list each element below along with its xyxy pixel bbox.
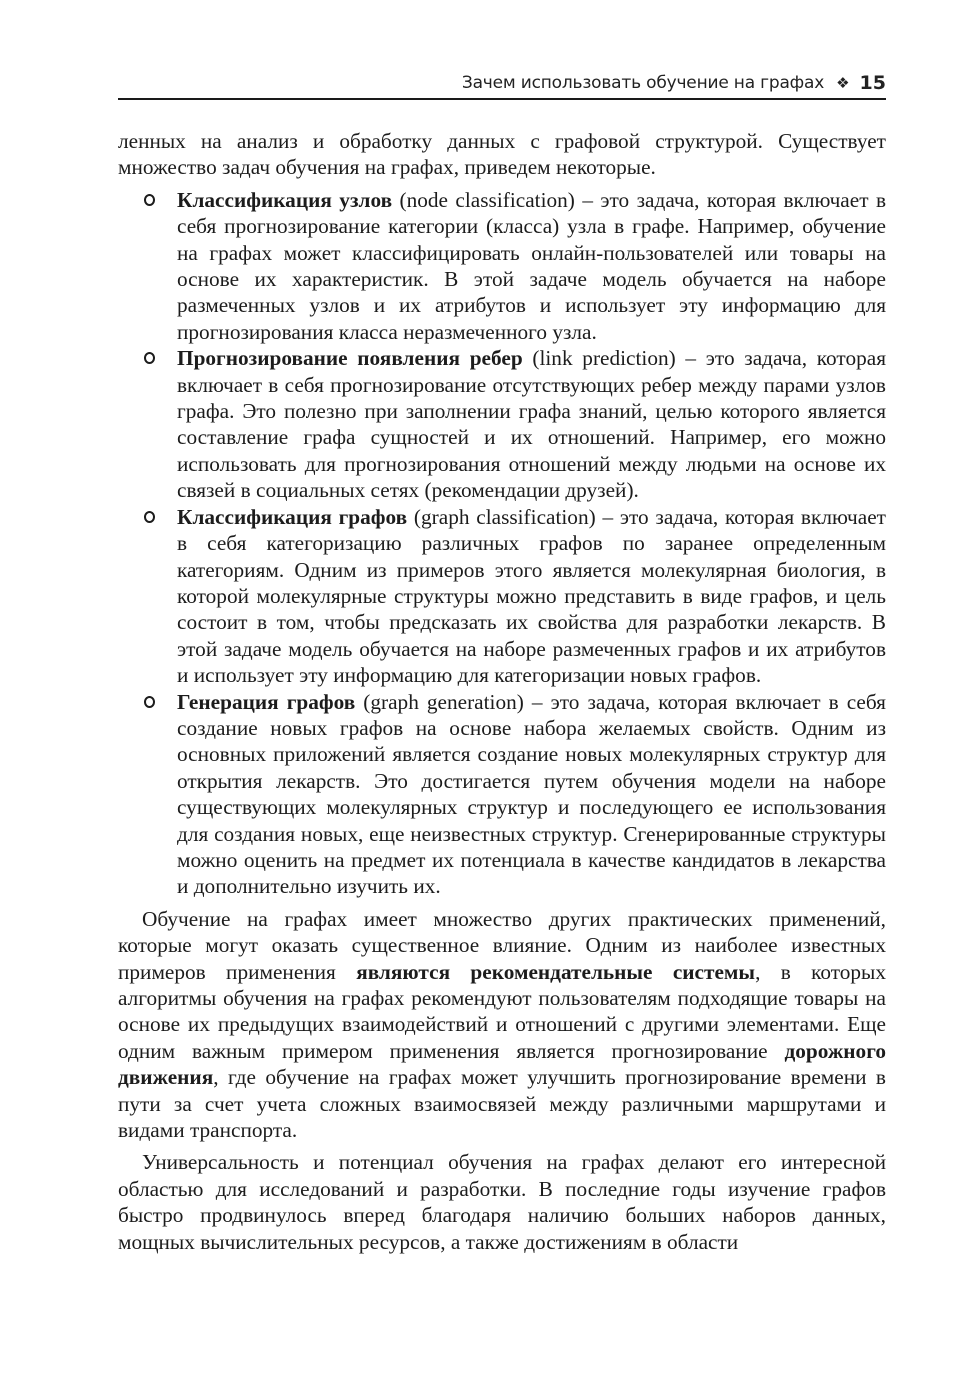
text-run: , в которых алгоритмы обучения на графах рекомендуют пользователям подходящие товары на основе их предыдущих взаимодействий и отношений с другими элементами. Еще одним важным примером применения является прогнозирование bbox=[118, 959, 886, 1063]
body-text bbox=[118, 128, 886, 1255]
task-description: – это задача, которая включает в себя создание новых графов на основе набора желаемых свойств. Одним из основных приложений является создание новых молекулярных структур для открытия лекарств. Это достигается путем обучения модели на наборе существующих молекулярных структур и последующего ее использования для создания новых, еще неизвестных структур. Сгенерированные структуры можно оценить на предмет их потенциала в качестве кандидатов в лекарства и дополнительно изучить их. bbox=[177, 689, 886, 899]
list-item bbox=[118, 504, 886, 689]
intro-paragraph: ленных на анализ и обработку данных с графовой структурой. Существует множество задач обучения на графах, приведем некоторые. bbox=[118, 129, 886, 180]
task-english: (graph classification) bbox=[407, 504, 596, 529]
task-description: – это задача, которая включает в себя прогнозирование отсутствующих ребер между парами узлов графа. Это полезно при заполнении графа знаний, целью которого является составление графа сущностей и их отношений. Например, его можно использовать для прогнозирования отношений между людьми на основе их связей в социальных сетях (рекомендации друзей). bbox=[177, 346, 886, 503]
bold-term-traffic: дорожного движения bbox=[118, 1038, 886, 1090]
list-item bbox=[118, 345, 886, 503]
task-term: Классификация графов bbox=[177, 504, 408, 529]
list-item bbox=[118, 689, 886, 900]
running-head bbox=[118, 68, 886, 100]
task-description: – это задача, которая включает в себя категоризацию различных графов по заранее определенным категориям. Одним из примеров этого является молекулярная биология, в которой молекулярные структуры можно представить в виде графов, и цель состоит в том, чтобы предсказать их свойства для разработки лекарств. В этой задаче модель обучается на наборе размеченных графов и их атрибутов и использует эту информацию для категоризации новых графов. bbox=[177, 504, 886, 688]
task-english: (node classification) bbox=[392, 187, 575, 212]
task-term: Генерация графов bbox=[177, 689, 356, 714]
task-term: Прогнозирование появления ребер bbox=[177, 346, 523, 371]
task-term: Классификация узлов bbox=[177, 187, 393, 212]
diamond-ornament-icon: ❖ bbox=[836, 74, 850, 92]
circle-bullet-icon bbox=[144, 194, 155, 206]
page-number: 15 bbox=[859, 72, 886, 94]
applications-paragraph bbox=[118, 906, 886, 1144]
circle-bullet-icon bbox=[144, 696, 155, 708]
task-english: (link prediction) bbox=[522, 346, 676, 371]
text-run: , где обучение на графах может улучшить прогнозирование времени в пути за счет учета сложных взаимосвязей между различными маршрутами и видами транспорта. bbox=[118, 1065, 886, 1143]
task-english: (graph generation) bbox=[355, 689, 524, 714]
text-run: Обучение на графах имеет множество других практических применений, которые могут оказать существенное влияние. Одним из наиболее известных примеров применения bbox=[118, 906, 886, 984]
task-description: – это задача, которая включает в себя прогнозирование категории (класса) узла в графе. Например, обучение на графах может классифицировать онлайн-пользователей или товары на основе их характеристик. В этой задаче модель обучается на наборе размеченных узлов и их атрибутов и использует эту информацию для прогнозирования класса неразмеченного узла. bbox=[177, 187, 887, 344]
running-head-title: Зачем использовать обучение на графах bbox=[461, 73, 825, 93]
task-list bbox=[118, 187, 886, 900]
circle-bullet-icon bbox=[144, 352, 155, 364]
circle-bullet-icon bbox=[144, 511, 155, 523]
bold-term-recommender-systems: являются рекомендательные системы bbox=[356, 959, 756, 984]
universality-paragraph: Универсальность и потенциал обучения на графах делают его интересной областью для исследований и разработки. В последние годы изучение графов быстро продвинулось вперед благодаря наличию больших наборов данных, мощных вычислительных ресурсов, а также достижениям в области bbox=[118, 1150, 886, 1254]
list-item bbox=[118, 187, 886, 345]
